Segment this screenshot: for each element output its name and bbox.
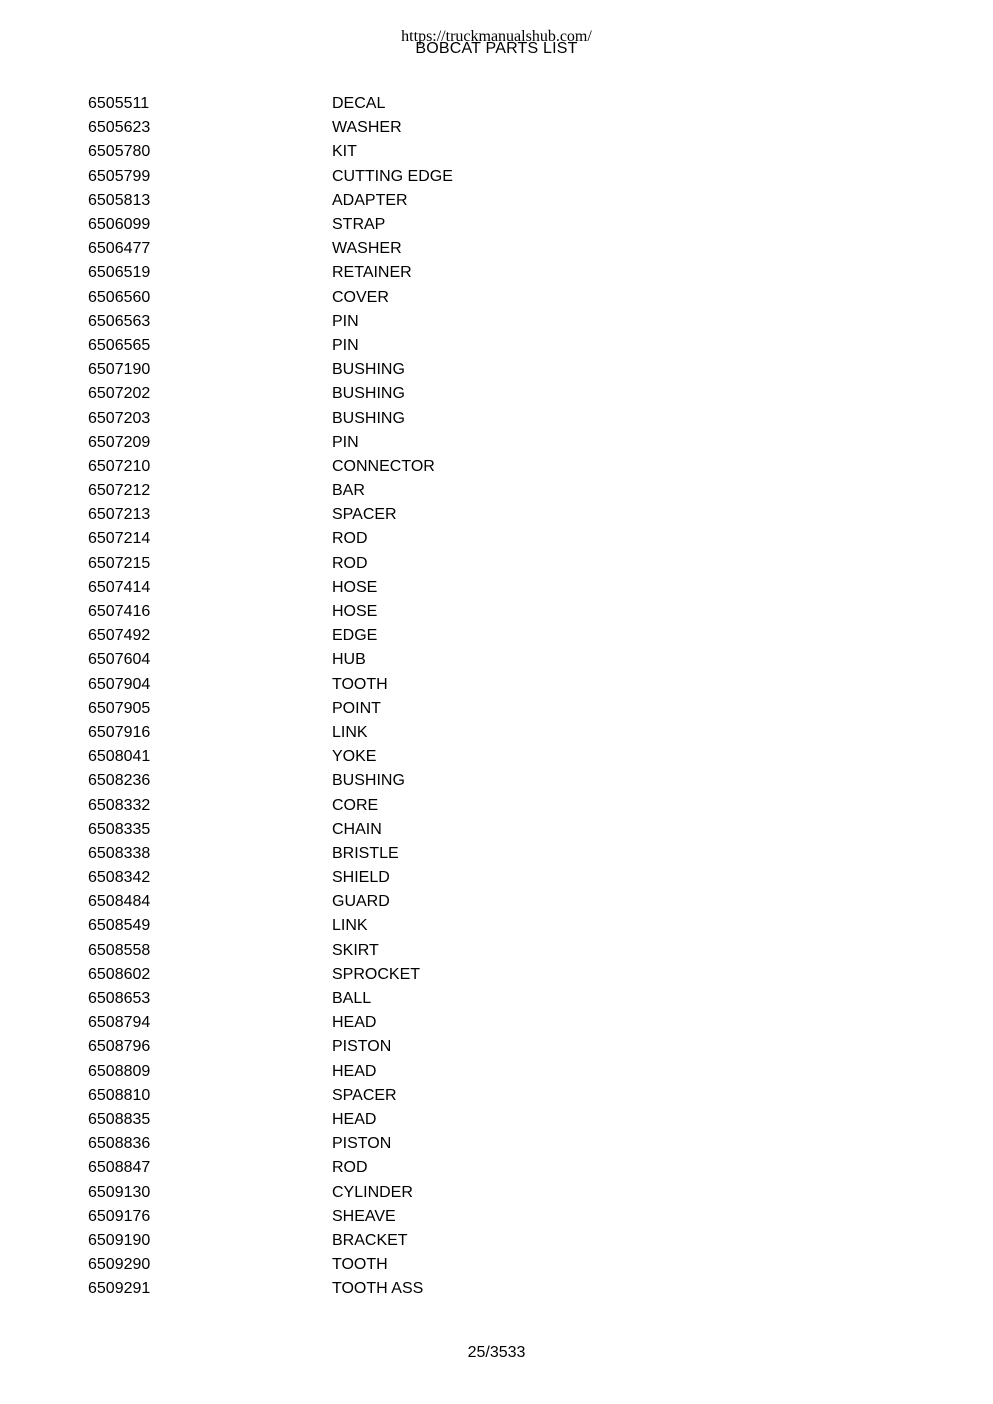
parts-row bbox=[88, 165, 688, 189]
part-number: 6507492 bbox=[88, 627, 151, 645]
parts-row bbox=[88, 697, 688, 721]
part-description: RETAINER bbox=[332, 264, 412, 282]
part-number: 6507213 bbox=[88, 506, 151, 524]
part-description: TOOTH ASS bbox=[332, 1280, 424, 1298]
part-description: ROD bbox=[332, 554, 368, 572]
parts-row bbox=[88, 890, 688, 914]
part-number: 6507215 bbox=[88, 554, 151, 572]
part-number: 6508602 bbox=[88, 965, 151, 983]
parts-row bbox=[88, 503, 688, 527]
part-description: GUARD bbox=[332, 893, 390, 911]
part-number: 6508041 bbox=[88, 748, 151, 766]
part-number: 6508338 bbox=[88, 844, 151, 862]
part-number: 6507904 bbox=[88, 675, 151, 693]
parts-row bbox=[88, 358, 688, 382]
parts-row bbox=[88, 866, 688, 890]
part-description: PIN bbox=[332, 433, 359, 451]
part-description: CONNECTOR bbox=[332, 457, 435, 475]
part-number: 6508796 bbox=[88, 1038, 151, 1056]
part-description: HOSE bbox=[332, 578, 378, 596]
parts-row bbox=[88, 648, 688, 672]
part-number: 6508332 bbox=[88, 796, 151, 814]
part-number: 6508653 bbox=[88, 990, 151, 1008]
part-description: BUSHING bbox=[332, 385, 405, 403]
part-description: TOOTH bbox=[332, 1256, 388, 1274]
part-description: HEAD bbox=[332, 1062, 377, 1080]
part-number: 6507416 bbox=[88, 603, 151, 621]
part-description: TOOTH bbox=[332, 675, 388, 693]
parts-row bbox=[88, 939, 688, 963]
part-description: ADAPTER bbox=[332, 191, 408, 209]
parts-row bbox=[88, 673, 688, 697]
part-number: 6508558 bbox=[88, 941, 151, 959]
part-description: POINT bbox=[332, 699, 381, 717]
part-description: BUSHING bbox=[332, 409, 405, 427]
part-description: BRACKET bbox=[332, 1231, 408, 1249]
part-number: 6508342 bbox=[88, 869, 151, 887]
parts-row bbox=[88, 1084, 688, 1108]
source-url: https://truckmanualshub.com/ bbox=[401, 28, 592, 45]
parts-row bbox=[88, 721, 688, 745]
parts-row bbox=[88, 1229, 688, 1253]
part-number: 6507212 bbox=[88, 482, 151, 500]
part-number: 6507916 bbox=[88, 723, 151, 741]
part-number: 6509290 bbox=[88, 1256, 151, 1274]
part-description: DECAL bbox=[332, 95, 386, 113]
part-number: 6507202 bbox=[88, 385, 151, 403]
part-number: 6505780 bbox=[88, 143, 151, 161]
parts-row bbox=[88, 310, 688, 334]
part-number: 6508836 bbox=[88, 1135, 151, 1153]
parts-row bbox=[88, 1035, 688, 1059]
part-description: BAR bbox=[332, 482, 365, 500]
part-description: LINK bbox=[332, 723, 368, 741]
part-description: SPACER bbox=[332, 506, 397, 524]
parts-row bbox=[88, 1011, 688, 1035]
part-number: 6508236 bbox=[88, 772, 151, 790]
parts-row bbox=[88, 261, 688, 285]
part-description: BUSHING bbox=[332, 361, 405, 379]
part-description: PISTON bbox=[332, 1038, 392, 1056]
part-number: 6508549 bbox=[88, 917, 151, 935]
part-number: 6508794 bbox=[88, 1014, 151, 1032]
part-description: SKIRT bbox=[332, 941, 379, 959]
parts-row bbox=[88, 963, 688, 987]
parts-row bbox=[88, 237, 688, 261]
part-number: 6509176 bbox=[88, 1207, 151, 1225]
part-description: LINK bbox=[332, 917, 368, 935]
part-number: 6507210 bbox=[88, 457, 151, 475]
parts-row bbox=[88, 1060, 688, 1084]
part-number: 6507214 bbox=[88, 530, 151, 548]
parts-row bbox=[88, 479, 688, 503]
parts-row bbox=[88, 600, 688, 624]
parts-row bbox=[88, 140, 688, 164]
part-description: SHEAVE bbox=[332, 1207, 396, 1225]
parts-row bbox=[88, 1277, 688, 1301]
part-number: 6506563 bbox=[88, 312, 151, 330]
parts-row bbox=[88, 842, 688, 866]
parts-row bbox=[88, 1156, 688, 1180]
part-description: PIN bbox=[332, 336, 359, 354]
part-description: KIT bbox=[332, 143, 357, 161]
page-number: 25/3533 bbox=[467, 1344, 526, 1361]
part-description: WASHER bbox=[332, 240, 402, 258]
parts-row bbox=[88, 527, 688, 551]
part-description: BRISTLE bbox=[332, 844, 399, 862]
part-number: 6506519 bbox=[88, 264, 151, 282]
part-description: PIN bbox=[332, 312, 359, 330]
parts-row bbox=[88, 455, 688, 479]
parts-row bbox=[88, 552, 688, 576]
part-number: 6506560 bbox=[88, 288, 151, 306]
part-number: 6505813 bbox=[88, 191, 151, 209]
part-description: HUB bbox=[332, 651, 366, 669]
part-number: 6505511 bbox=[88, 95, 150, 113]
part-description: CORE bbox=[332, 796, 379, 814]
parts-list bbox=[88, 92, 688, 1301]
parts-row bbox=[88, 334, 688, 358]
parts-row bbox=[88, 1253, 688, 1277]
part-description: PISTON bbox=[332, 1135, 392, 1153]
part-number: 6505623 bbox=[88, 119, 151, 137]
parts-row bbox=[88, 1132, 688, 1156]
part-number: 6508847 bbox=[88, 1159, 151, 1177]
part-description: SHIELD bbox=[332, 869, 390, 887]
part-number: 6508809 bbox=[88, 1062, 151, 1080]
part-description: SPROCKET bbox=[332, 965, 421, 983]
part-description: ROD bbox=[332, 1159, 368, 1177]
parts-row bbox=[88, 914, 688, 938]
part-description: YOKE bbox=[332, 748, 377, 766]
part-number: 6505799 bbox=[88, 167, 151, 185]
part-number: 6508335 bbox=[88, 820, 151, 838]
parts-row bbox=[88, 1108, 688, 1132]
parts-row bbox=[88, 382, 688, 406]
parts-row bbox=[88, 213, 688, 237]
part-number: 6506565 bbox=[88, 336, 151, 354]
parts-row bbox=[88, 431, 688, 455]
part-description: EDGE bbox=[332, 627, 378, 645]
part-description: HOSE bbox=[332, 603, 378, 621]
part-description: BALL bbox=[332, 990, 372, 1008]
part-number: 6509130 bbox=[88, 1183, 151, 1201]
parts-row bbox=[88, 624, 688, 648]
part-description: COVER bbox=[332, 288, 389, 306]
parts-row bbox=[88, 769, 688, 793]
part-description: SPACER bbox=[332, 1086, 397, 1104]
part-number: 6507190 bbox=[88, 361, 151, 379]
part-number: 6508835 bbox=[88, 1110, 151, 1128]
part-description: ROD bbox=[332, 530, 368, 548]
parts-row bbox=[88, 987, 688, 1011]
part-number: 6506099 bbox=[88, 216, 151, 234]
part-description: CYLINDER bbox=[332, 1183, 413, 1201]
parts-row bbox=[88, 406, 688, 430]
document-title: BOBCAT PARTS LIST bbox=[415, 40, 578, 57]
part-description: CHAIN bbox=[332, 820, 382, 838]
parts-row bbox=[88, 286, 688, 310]
parts-row bbox=[88, 793, 688, 817]
part-description: HEAD bbox=[332, 1014, 377, 1032]
parts-row bbox=[88, 116, 688, 140]
part-description: BUSHING bbox=[332, 772, 405, 790]
part-number: 6509291 bbox=[88, 1280, 151, 1298]
part-number: 6507203 bbox=[88, 409, 151, 427]
parts-row bbox=[88, 1180, 688, 1204]
part-number: 6507905 bbox=[88, 699, 151, 717]
part-number: 6507604 bbox=[88, 651, 151, 669]
parts-row bbox=[88, 1205, 688, 1229]
parts-row bbox=[88, 92, 688, 116]
part-number: 6506477 bbox=[88, 240, 151, 258]
part-number: 6508810 bbox=[88, 1086, 151, 1104]
part-description: CUTTING EDGE bbox=[332, 167, 453, 185]
part-description: HEAD bbox=[332, 1110, 377, 1128]
part-number: 6507414 bbox=[88, 578, 151, 596]
part-number: 6508484 bbox=[88, 893, 151, 911]
parts-row bbox=[88, 189, 688, 213]
parts-row bbox=[88, 576, 688, 600]
parts-row bbox=[88, 745, 688, 769]
part-number: 6509190 bbox=[88, 1231, 151, 1249]
part-description: STRAP bbox=[332, 216, 386, 234]
part-description: WASHER bbox=[332, 119, 402, 137]
parts-row bbox=[88, 818, 688, 842]
part-number: 6507209 bbox=[88, 433, 151, 451]
